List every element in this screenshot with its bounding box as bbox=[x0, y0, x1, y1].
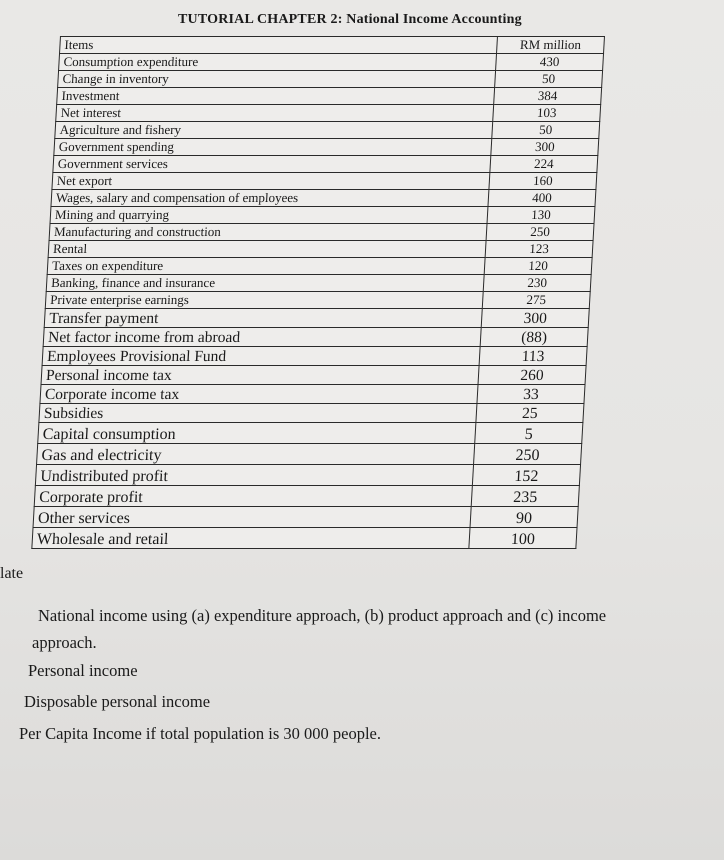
table-row bbox=[48, 241, 593, 258]
row-value: 250 bbox=[474, 444, 582, 465]
table-row bbox=[50, 207, 595, 224]
table-row bbox=[59, 54, 604, 71]
row-item: Gas and electricity bbox=[37, 444, 475, 465]
row-item: Other services bbox=[33, 507, 471, 528]
question-national-income-line1: National income using (a) expenditure approach, (b) product approach and (c) income bbox=[38, 606, 607, 625]
table-row bbox=[34, 486, 579, 507]
row-value: 160 bbox=[489, 173, 597, 190]
table-row bbox=[57, 88, 602, 105]
table-row bbox=[41, 366, 586, 385]
table-row bbox=[37, 444, 582, 465]
income-table-wrapper bbox=[31, 36, 605, 549]
row-value: 384 bbox=[494, 88, 602, 105]
question-national-income-line2: approach. bbox=[32, 633, 97, 652]
row-value: 224 bbox=[490, 156, 598, 173]
row-item: Net interest bbox=[56, 105, 494, 122]
table-row bbox=[52, 173, 597, 190]
row-item: Government spending bbox=[54, 139, 492, 156]
row-value: 152 bbox=[472, 465, 580, 486]
row-value: 100 bbox=[469, 528, 577, 549]
row-value: 235 bbox=[471, 486, 579, 507]
row-item: Banking, finance and insurance bbox=[46, 275, 484, 292]
row-item: Corporate profit bbox=[34, 486, 472, 507]
row-value: 260 bbox=[478, 366, 586, 385]
row-value: 50 bbox=[492, 122, 600, 139]
row-item: Transfer payment bbox=[44, 309, 482, 328]
row-value: 123 bbox=[485, 241, 593, 258]
question-personal-income: Personal income bbox=[28, 661, 138, 680]
row-value: 230 bbox=[483, 275, 591, 292]
table-row bbox=[45, 292, 590, 309]
page-title: TUTORIAL CHAPTER 2: National Income Accounting bbox=[178, 12, 522, 27]
row-value: 90 bbox=[470, 507, 578, 528]
table-row bbox=[43, 328, 588, 347]
row-item: Capital consumption bbox=[38, 423, 476, 444]
row-item: Rental bbox=[48, 241, 486, 258]
table-row bbox=[38, 423, 583, 444]
table-row bbox=[32, 528, 577, 549]
row-item: Change in inventory bbox=[58, 71, 496, 88]
row-item: Wages, salary and compensation of employees bbox=[51, 190, 489, 207]
row-item: Personal income tax bbox=[41, 366, 479, 385]
table-row bbox=[35, 465, 580, 486]
row-item: Wholesale and retail bbox=[32, 528, 470, 549]
row-item: Net export bbox=[52, 173, 490, 190]
row-item: Taxes on expenditure bbox=[47, 258, 485, 275]
table-row bbox=[54, 139, 599, 156]
table-row bbox=[55, 122, 600, 139]
row-item: Mining and quarrying bbox=[50, 207, 488, 224]
row-value: (88) bbox=[480, 328, 588, 347]
row-item: Net factor income from abroad bbox=[43, 328, 481, 347]
row-value: 300 bbox=[491, 139, 599, 156]
table-row bbox=[40, 385, 585, 404]
column-header-value: RM million bbox=[497, 37, 605, 54]
table-row bbox=[33, 507, 578, 528]
row-value: 275 bbox=[482, 292, 590, 309]
calculate-label: late bbox=[0, 565, 24, 582]
row-value: 33 bbox=[477, 385, 585, 404]
row-value: 130 bbox=[487, 207, 595, 224]
table-header-row bbox=[60, 37, 605, 54]
row-item: Undistributed profit bbox=[35, 465, 473, 486]
row-value: 25 bbox=[476, 404, 584, 423]
row-item: Investment bbox=[57, 88, 495, 105]
row-value: 5 bbox=[475, 423, 583, 444]
row-value: 103 bbox=[493, 105, 601, 122]
row-item: Manufacturing and construction bbox=[49, 224, 487, 241]
row-value: 430 bbox=[496, 54, 604, 71]
row-value: 250 bbox=[486, 224, 594, 241]
row-item: Consumption expenditure bbox=[59, 54, 497, 71]
table-row bbox=[42, 347, 587, 366]
row-item: Private enterprise earnings bbox=[45, 292, 483, 309]
question-per-capita-income: Per Capita Income if total population is 30 000 people. bbox=[19, 724, 382, 743]
row-item: Corporate income tax bbox=[40, 385, 478, 404]
row-value: 120 bbox=[484, 258, 592, 275]
table-row bbox=[53, 156, 598, 173]
table-row bbox=[46, 275, 591, 292]
question-disposable-personal-income: Disposable personal income bbox=[24, 692, 211, 711]
column-header-items: Items bbox=[60, 37, 498, 54]
table-row bbox=[44, 309, 589, 328]
row-value: 300 bbox=[481, 309, 589, 328]
row-item: Employees Provisional Fund bbox=[42, 347, 480, 366]
table-row bbox=[58, 71, 603, 88]
table-row bbox=[51, 190, 596, 207]
income-table bbox=[31, 36, 605, 549]
row-value: 113 bbox=[479, 347, 587, 366]
table-row bbox=[49, 224, 594, 241]
row-item: Government services bbox=[53, 156, 491, 173]
row-item: Agriculture and fishery bbox=[55, 122, 493, 139]
table-row bbox=[39, 404, 584, 423]
row-value: 400 bbox=[488, 190, 596, 207]
row-value: 50 bbox=[495, 71, 603, 88]
row-item: Subsidies bbox=[39, 404, 477, 423]
table-row bbox=[47, 258, 592, 275]
table-row bbox=[56, 105, 601, 122]
